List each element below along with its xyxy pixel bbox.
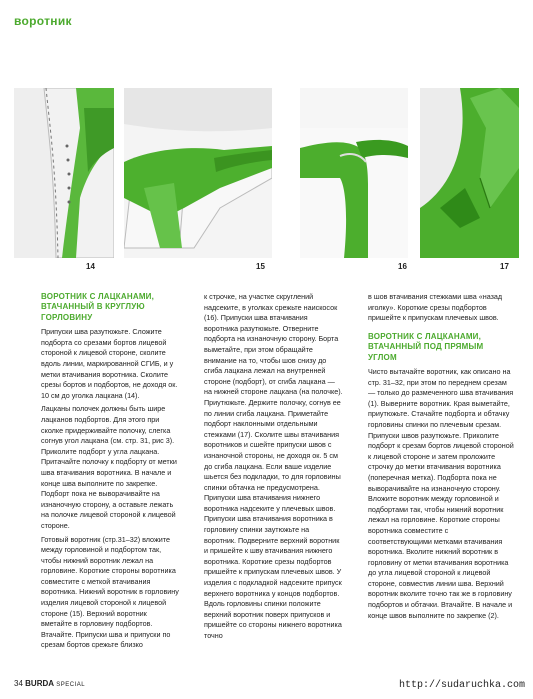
paragraph: Чисто вытачайте воротник, как описано на стр. 31–32, при этом по переднем срезам — только до размеченного шва втачивания (1). Выверните воротник. Края выметайте, приутюжьте. Стачайте подборта и обтачку горловины спинки по плечевым срезам. Припуски швов разутюжьте. Приколите подборт к срезам бортов лицевой стороной к лицевой стороне и затем проложите строчку до метки втачивания воротника (поперечная метка). Подборта пока не выворачивайте на изнаночную сторону. Вложите воротник между горловиной и подбортами так, чтобы нижний воротник лежал на горловине. Короткие стороны воротника совместите с соответствующими метками втачивания воротника. Вколите нижний воротник в горловину от метки втачивания воротника до угла лицевой стороной к лицевой стороне, совместив линии шва. Верхний воротник вколите точно так же в горловину подбортов и обтачки. Втачайте. В начале и конце швов выполните по закрепке (2). bbox=[368, 367, 514, 620]
paragraph: в шов втачивания стежками шва «назад иголку». Короткие срезы подбортов пришейте к припускам плечевых швов. bbox=[368, 292, 503, 323]
section-heading: ВОРОТНИК С ЛАЦКАНАМИ, ВТАЧАННЫЙ ПОД ПРЯМЫМ УГЛОМ bbox=[368, 331, 484, 362]
text-column-3 bbox=[368, 292, 514, 624]
paragraph: Лацканы полочек должны быть шире лацканов подбортов. Для этого при сколке придерживайте полочку, слегка согнув угол лацкана (см. стр. 31, рис 3). Приколите подборт у угла лацкана. Притачайте полочку к подборту от метки шва втачивания воротника. В начале и конце шва выполните по закрепке. Подборт пока не выворачивайте на изнаночную сторону, а оставьте лежать на полочке лицевой стороной к лицевой стороне. bbox=[41, 404, 177, 530]
photo-number: 16 bbox=[398, 262, 407, 271]
text-column-1 bbox=[41, 292, 179, 654]
photo-step-14 bbox=[14, 88, 114, 258]
paragraph: к строчке, на участке скруглений надсеките, в уголках срежьте наискосок (16). Припуски шва втачивания воротника разутюжьте. Отверните подборта на изнаночную сторону. Борта выметайте, при этом обращайте внимание на то, чтобы шов снизу до сгиба лацкана лежал на внутренней стороне (подборт), от сгиба лацкана — на нижней стороне лацкана (на полочке). Приутюжьте. Держите полочку, согнув ее по линии сгиба лацкана. Приметайте подборт наклонными отдельными стежками (17). Сколите швы втачивания воротников и сшейте припуски швов с изнаночной стороны, не доходя ок. 5 см до сгиба лацкана. Если ваше изделие шьется без подкладки, то для горловины спинки обтачка не предусмотрена. Припуски шва втачивания нижнего воротника надсеките у плечевых швов. Припуски шва втачивания воротника в горловину спинки заутюжьте на воротник. Подверните верхний воротник и пришейте к шву втачивания нижнего воротника. Короткие срезы подбортов пришейте к припускам плечевых швов. У изделия с подкладкой надсеките припуск верхнего воротника у концов подбортов. Вдоль горловины спинки положите верхний воротник поверх припусков и пришейте со стороны нижнего воротника точно bbox=[204, 292, 343, 640]
photo-step-17 bbox=[420, 88, 519, 258]
photo-number: 17 bbox=[500, 262, 509, 271]
photo-number: 14 bbox=[86, 262, 95, 271]
page-footer bbox=[14, 679, 85, 688]
article-body bbox=[0, 292, 533, 672]
section-title: воротник bbox=[14, 14, 72, 28]
photo-step-15 bbox=[124, 88, 272, 258]
magazine-brand: BURDA bbox=[25, 679, 55, 688]
paragraph: Готовый воротник (стр.31–32) вложите между горловиной и подбортом так, чтобы нижний воротник лежал на горловине. Короткие стороны воротника совместите с меткой втачивания воротника. Нижний воротник в горловину изделия лицевой стороной к лицевой стороне (15). Верхний воротник вметайте в горловину подбортов. Втачайте. Припуски шва и припуски по срезам бортов срежьте близко bbox=[41, 534, 179, 650]
page-number: 34 bbox=[14, 679, 23, 688]
photo-number: 15 bbox=[256, 262, 265, 271]
magazine-edition: SPECIAL bbox=[56, 682, 86, 688]
section-heading: ВОРОТНИК С ЛАЦКАНАМИ, ВТАЧАННЫЙ В КРУГЛУЮ ГОРЛОВИНУ bbox=[41, 292, 155, 322]
photo-step-16 bbox=[300, 88, 408, 258]
photo-strip bbox=[0, 88, 533, 270]
text-column-2 bbox=[204, 292, 343, 645]
paragraph: Припуски шва разутюжьте. Сложите подборта со срезами бортов лицевой стороной к лицевой стороне, сколите вдоль линии, маркированной СГИБ, и у метки втачивания воротника. Сколите срезы бортов и подбортов, не доходя ок. 10 см до уголка лацкана (14). bbox=[41, 327, 178, 400]
watermark-url: http://sudaruchka.com bbox=[398, 680, 525, 691]
